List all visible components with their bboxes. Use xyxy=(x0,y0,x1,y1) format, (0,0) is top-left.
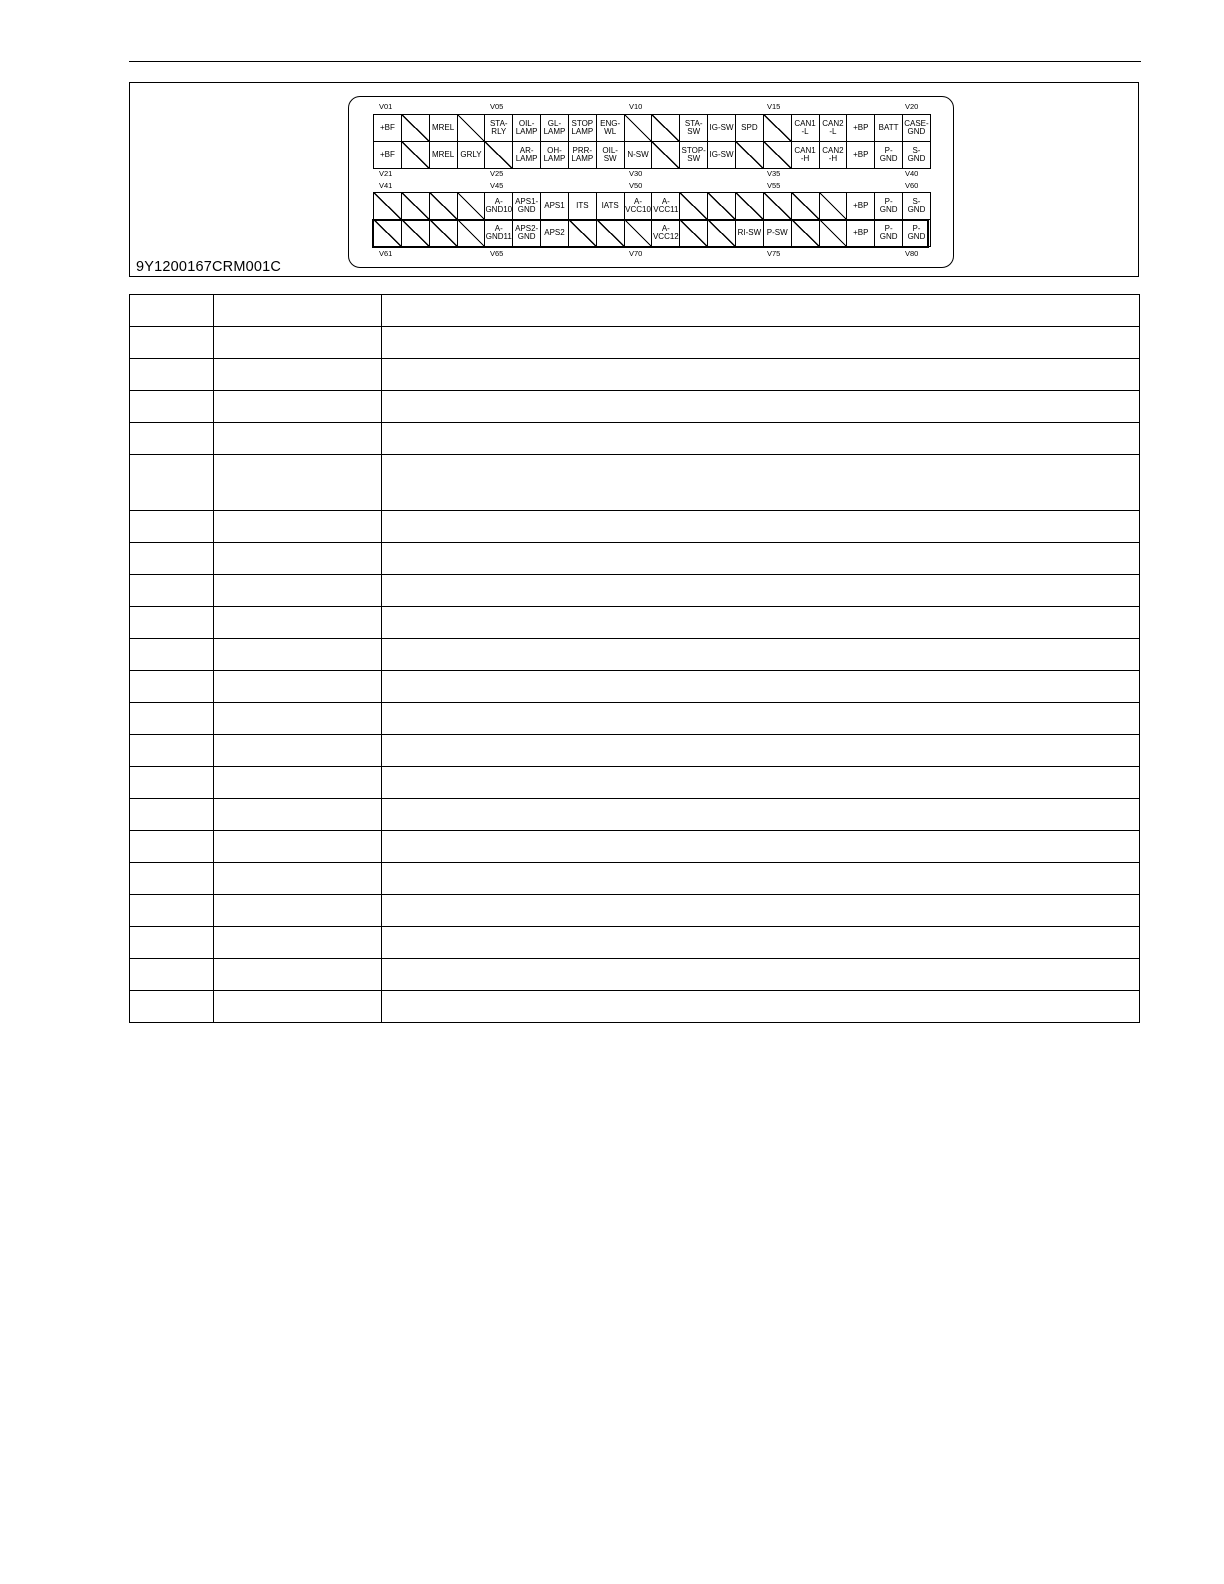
table-cell xyxy=(130,575,214,607)
table-cell xyxy=(214,575,382,607)
table-cell xyxy=(130,831,214,863)
connector-pin xyxy=(708,193,736,220)
connector-pin xyxy=(820,193,848,220)
table-cell xyxy=(214,423,382,455)
table-cell xyxy=(214,295,382,327)
connector-pin: GL- LAMP xyxy=(541,115,569,142)
pin-label-v70: V70 xyxy=(629,249,643,258)
connector-pin: OH- LAMP xyxy=(541,142,569,169)
connector-pin xyxy=(458,220,486,247)
connector-pin: +BF xyxy=(374,115,402,142)
table-cell xyxy=(214,543,382,575)
connector-pin: APS2 xyxy=(541,220,569,247)
pin-label-v25: V25 xyxy=(490,169,504,178)
connector-pin xyxy=(764,193,792,220)
connector-pin: P-SW xyxy=(764,220,792,247)
connector-pin: ITS xyxy=(569,193,597,220)
table-cell xyxy=(382,455,1140,511)
table-cell xyxy=(130,991,214,1023)
table-row xyxy=(130,991,1140,1023)
table-cell xyxy=(214,863,382,895)
table-cell xyxy=(130,639,214,671)
table-row xyxy=(130,671,1140,703)
table-cell xyxy=(214,391,382,423)
connector-pin: +BP xyxy=(847,142,875,169)
connector-pin xyxy=(708,220,736,247)
pin-label-v05: V05 xyxy=(490,102,504,111)
table-cell xyxy=(130,927,214,959)
table-cell xyxy=(382,863,1140,895)
table-cell xyxy=(382,359,1140,391)
table-row xyxy=(130,423,1140,455)
pin-label-v10: V10 xyxy=(629,102,643,111)
table-cell xyxy=(382,735,1140,767)
table-cell xyxy=(130,455,214,511)
pin-label-v50: V50 xyxy=(629,181,643,190)
table-cell xyxy=(382,391,1140,423)
connector-pin: CAN1 -L xyxy=(792,115,820,142)
connector-pin xyxy=(764,142,792,169)
table-row xyxy=(130,863,1140,895)
table-cell xyxy=(130,799,214,831)
table-cell xyxy=(130,735,214,767)
table-cell xyxy=(214,359,382,391)
table-cell xyxy=(382,895,1140,927)
connector-pin xyxy=(652,115,680,142)
connector-pin: IG-SW xyxy=(708,142,736,169)
connector-pin: P- GND xyxy=(875,220,903,247)
pin-label-v01: V01 xyxy=(379,102,393,111)
connector-pin: STOP- SW xyxy=(680,142,708,169)
table-row xyxy=(130,359,1140,391)
figure-id: 9Y1200167CRM001C xyxy=(136,259,282,275)
connector-pin xyxy=(458,115,486,142)
table-cell xyxy=(214,703,382,735)
connector-pin xyxy=(430,220,458,247)
table-cell xyxy=(382,927,1140,959)
connector-pin xyxy=(374,193,402,220)
connector-pin: A- VCC11 xyxy=(652,193,680,220)
pin-label-v60: V60 xyxy=(905,181,919,190)
table-row xyxy=(130,959,1140,991)
table-cell xyxy=(214,511,382,543)
connector-pin: STA- RLY xyxy=(485,115,513,142)
pin-label-v30: V30 xyxy=(629,169,643,178)
connector-pin: MREL xyxy=(430,142,458,169)
connector-pin: BATT xyxy=(875,115,903,142)
table-cell xyxy=(130,543,214,575)
table-row xyxy=(130,575,1140,607)
table-cell xyxy=(382,959,1140,991)
pin-label-v40: V40 xyxy=(905,169,919,178)
connector-pin-grid-lower xyxy=(373,192,931,247)
connector-pin: STA- SW xyxy=(680,115,708,142)
pin-label-v75: V75 xyxy=(767,249,781,258)
connector-pin xyxy=(736,193,764,220)
table-cell xyxy=(382,543,1140,575)
connector-pin: OIL- SW xyxy=(597,142,625,169)
connector-pin: A- GND11 xyxy=(485,220,513,247)
table-row xyxy=(130,735,1140,767)
connector-pin: APS2- GND xyxy=(513,220,541,247)
connector-pin: +BP xyxy=(847,115,875,142)
connector-pin-grid-upper xyxy=(373,114,931,169)
table-row xyxy=(130,639,1140,671)
connector-pin xyxy=(792,193,820,220)
table-row xyxy=(130,455,1140,511)
pin-label-v65: V65 xyxy=(490,249,504,258)
table-cell xyxy=(382,607,1140,639)
connector-figure xyxy=(129,82,1139,277)
connector-pin xyxy=(430,193,458,220)
connector-pin xyxy=(597,220,625,247)
table-cell xyxy=(130,359,214,391)
pin-label-v61: V61 xyxy=(379,249,393,258)
connector-pin: CASE- GND xyxy=(903,115,931,142)
connector-pin xyxy=(764,115,792,142)
connector-pin: A- VCC10 xyxy=(625,193,653,220)
table-cell xyxy=(382,671,1140,703)
connector-pin xyxy=(680,193,708,220)
table-cell xyxy=(382,327,1140,359)
connector-pin: PRR- LAMP xyxy=(569,142,597,169)
connector-pin xyxy=(652,142,680,169)
connector-pin: S- GND xyxy=(903,193,931,220)
connector-pin xyxy=(625,220,653,247)
table-cell xyxy=(130,327,214,359)
header-rule xyxy=(129,61,1141,62)
table-row xyxy=(130,295,1140,327)
connector-pin xyxy=(569,220,597,247)
table-cell xyxy=(382,511,1140,543)
connector-pin: P- GND xyxy=(875,193,903,220)
table-cell xyxy=(130,423,214,455)
table-row xyxy=(130,831,1140,863)
connector-pin: SPD xyxy=(736,115,764,142)
table-cell xyxy=(382,295,1140,327)
connector-pin xyxy=(625,115,653,142)
connector-pin: GRLY xyxy=(458,142,486,169)
connector-pin: A- GND10 xyxy=(485,193,513,220)
table-cell xyxy=(382,831,1140,863)
table-cell xyxy=(214,831,382,863)
table-row xyxy=(130,607,1140,639)
table-cell xyxy=(130,511,214,543)
table-cell xyxy=(214,639,382,671)
connector-pin: A- VCC12 xyxy=(652,220,680,247)
connector-pin xyxy=(458,193,486,220)
table-row xyxy=(130,543,1140,575)
table-row xyxy=(130,511,1140,543)
table-cell xyxy=(214,455,382,511)
table-row xyxy=(130,927,1140,959)
connector-pin: CAN1 -H xyxy=(792,142,820,169)
table-row xyxy=(130,799,1140,831)
connector-pin: APS1 xyxy=(541,193,569,220)
table-cell xyxy=(214,607,382,639)
connector-pin: RI-SW xyxy=(736,220,764,247)
table-cell xyxy=(382,703,1140,735)
table-cell xyxy=(214,927,382,959)
connector-pin: IG-SW xyxy=(708,115,736,142)
connector-pin: ENG- WL xyxy=(597,115,625,142)
pin-label-v20: V20 xyxy=(905,102,919,111)
connector-pin: MREL xyxy=(430,115,458,142)
table-cell xyxy=(130,895,214,927)
table-cell xyxy=(130,391,214,423)
connector-pin: APS1- GND xyxy=(513,193,541,220)
connector-pin: N-SW xyxy=(625,142,653,169)
connector-pin xyxy=(402,220,430,247)
connector-pin: S- GND xyxy=(903,142,931,169)
table-row xyxy=(130,767,1140,799)
table-cell xyxy=(382,575,1140,607)
pin-label-v41: V41 xyxy=(379,181,393,190)
connector-pin: STOP LAMP xyxy=(569,115,597,142)
table-row xyxy=(130,895,1140,927)
connector-pin xyxy=(402,115,430,142)
connector-pin xyxy=(792,220,820,247)
table-cell xyxy=(130,959,214,991)
connector-pin xyxy=(820,220,848,247)
table-row xyxy=(130,327,1140,359)
table-cell xyxy=(214,895,382,927)
table-row xyxy=(130,703,1140,735)
table-cell xyxy=(382,767,1140,799)
connector-pin xyxy=(680,220,708,247)
pin-label-v55: V55 xyxy=(767,181,781,190)
connector-pin: AR- LAMP xyxy=(513,142,541,169)
table-cell xyxy=(214,767,382,799)
connector-pin: CAN2 -H xyxy=(820,142,848,169)
connector-pin: CAN2 -L xyxy=(820,115,848,142)
pin-label-v45: V45 xyxy=(490,181,504,190)
table-cell xyxy=(130,295,214,327)
table-row xyxy=(130,391,1140,423)
connector-pin xyxy=(402,193,430,220)
connector-pin: +BF xyxy=(374,142,402,169)
connector-pin: P- GND xyxy=(875,142,903,169)
table-cell xyxy=(130,703,214,735)
table-cell xyxy=(214,671,382,703)
pin-label-v15: V15 xyxy=(767,102,781,111)
connector-pin: P- GND xyxy=(903,220,931,247)
pin-label-v21: V21 xyxy=(379,169,393,178)
table-cell xyxy=(130,607,214,639)
connector-pin: +BP xyxy=(847,220,875,247)
table-cell xyxy=(214,327,382,359)
connector-pin: +BP xyxy=(847,193,875,220)
connector-pin xyxy=(402,142,430,169)
connector-pin xyxy=(485,142,513,169)
table-cell xyxy=(382,639,1140,671)
connector-pin: IATS xyxy=(597,193,625,220)
table-cell xyxy=(214,991,382,1023)
table-cell xyxy=(382,991,1140,1023)
table-cell xyxy=(130,671,214,703)
pin-label-v80: V80 xyxy=(905,249,919,258)
table-cell xyxy=(214,959,382,991)
table-cell xyxy=(214,735,382,767)
table-cell xyxy=(382,799,1140,831)
table-cell xyxy=(214,799,382,831)
connector-pin xyxy=(374,220,402,247)
table-cell xyxy=(130,863,214,895)
connector-outline xyxy=(348,96,954,268)
pin-label-v35: V35 xyxy=(767,169,781,178)
pin-description-table xyxy=(129,294,1140,1023)
table-cell xyxy=(130,767,214,799)
connector-pin xyxy=(736,142,764,169)
connector-pin: OIL- LAMP xyxy=(513,115,541,142)
table-cell xyxy=(382,423,1140,455)
